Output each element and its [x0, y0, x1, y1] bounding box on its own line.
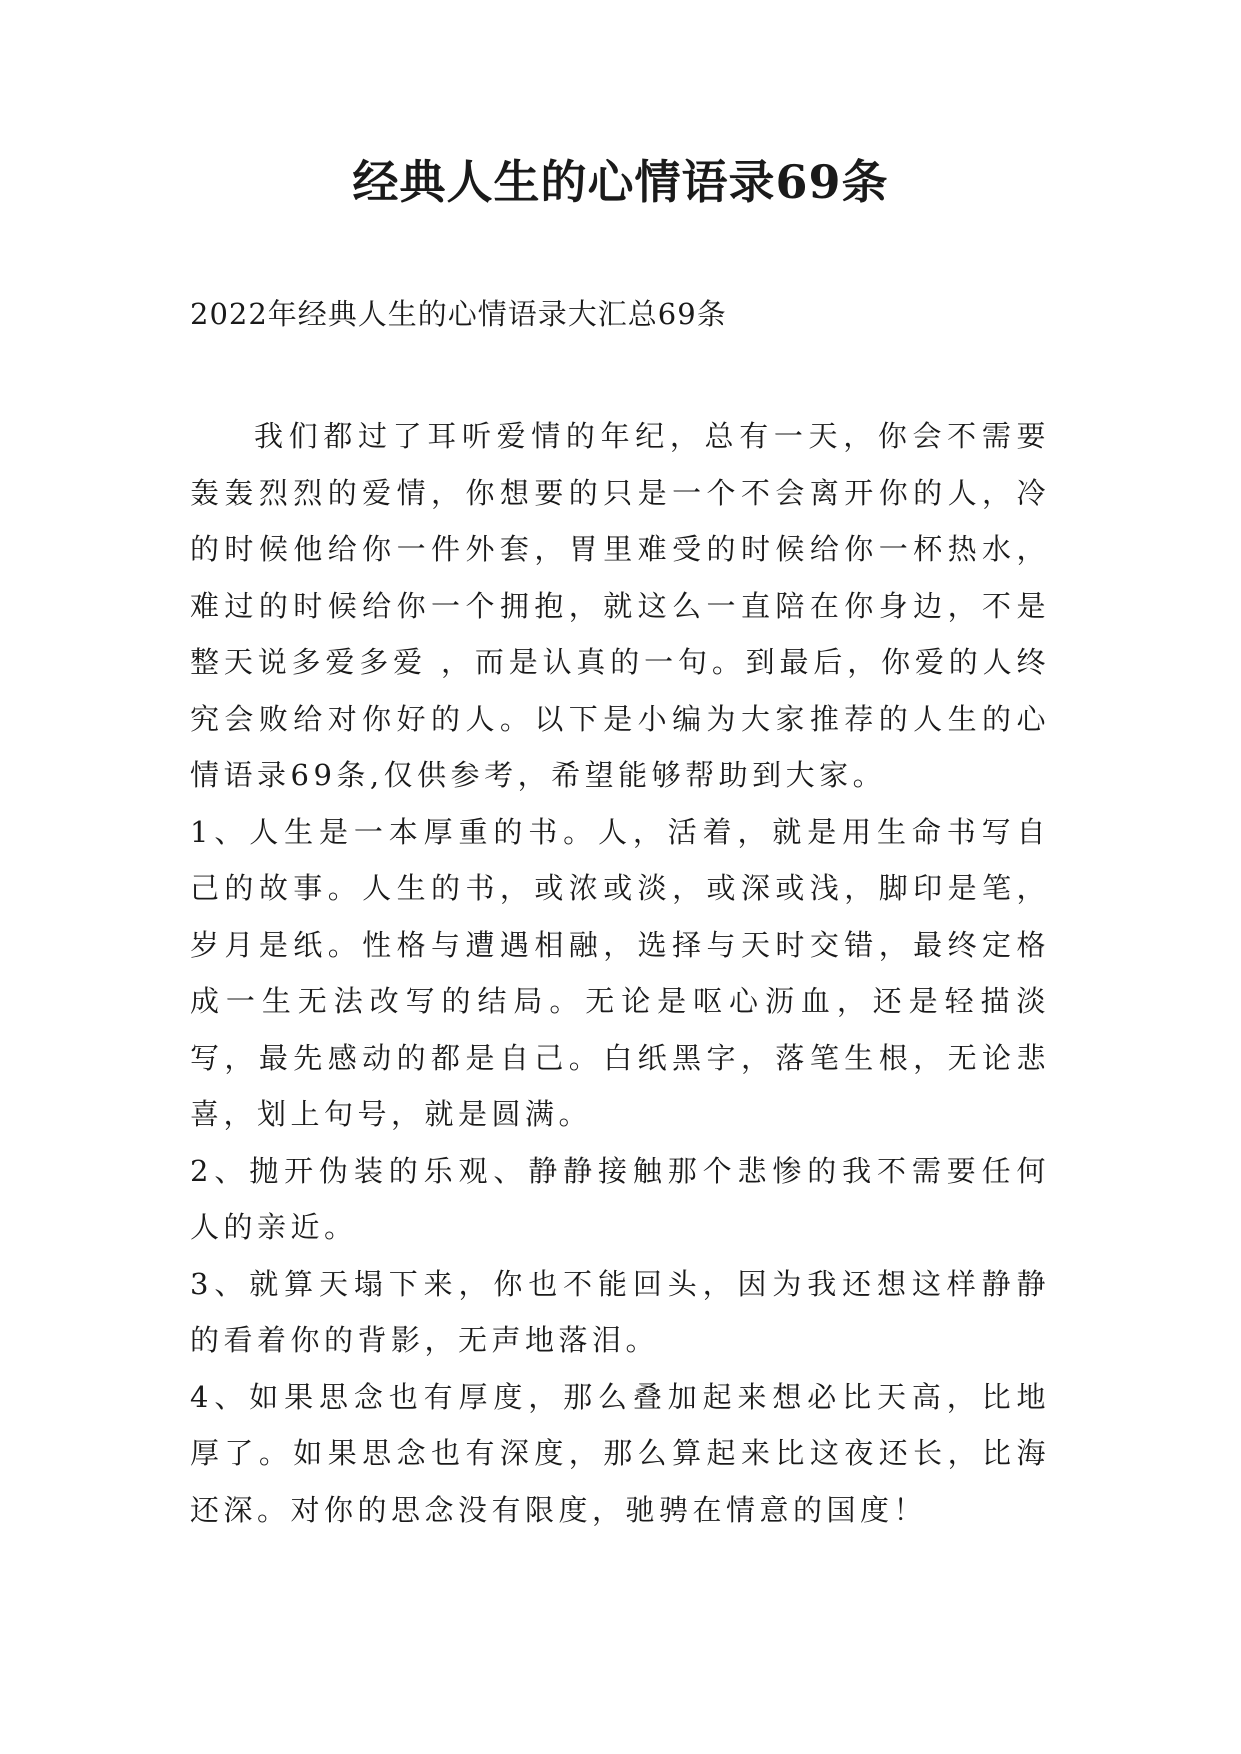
document-body: [190, 408, 1050, 1538]
list-item: 3、就算天塌下来，你也不能回头，因为我还想这样静静的看着你的背影，无声地落泪。: [190, 1266, 1050, 1357]
intro-paragraph: 我们都过了耳听爱情的年纪，总有一天，你会不需要轰轰烈烈的爱情，你想要的只是一个不会离开你的人，冷的时候他给你一件外套，胃里难受的时候给你一杯热水，难过的时候给你一个拥抱，就这么一直陪在你身边，不是整天说多爱多爱 ，而是认真的一句。到最后，你爱的人终究会败给对你好的人。以下是小编为大家推荐的人生的心情语录69条,仅供参考，希望能够帮助到大家。: [190, 419, 1050, 792]
list-item: 2、抛开伪装的乐观、静静接触那个悲惨的我不需要任何人的亲近。: [190, 1153, 1050, 1244]
subtitle: 2022年经典人生的心情语录大汇总69条: [190, 297, 727, 331]
list-item: 4、如果思念也有厚度，那么叠加起来想必比天高，比地厚了。如果思念也有深度，那么算起来比这夜还长，比海还深。对你的思念没有限度，驰骋在情意的国度！: [190, 1379, 1050, 1527]
list-item: 1、人生是一本厚重的书。人，活着，就是用生命书写自己的故事。人生的书，或浓或淡，或深或浅，脚印是笔，岁月是纸。性格与遭遇相融，选择与天时交错，最终定格成一生无法改写的结局。无论是呕心沥血，还是轻描淡写，最先感动的都是自己。白纸黑字，落笔生根，无论悲喜，划上句号，就是圆满。: [190, 814, 1050, 1131]
page-title: 经典人生的心情语录69条: [352, 155, 889, 209]
